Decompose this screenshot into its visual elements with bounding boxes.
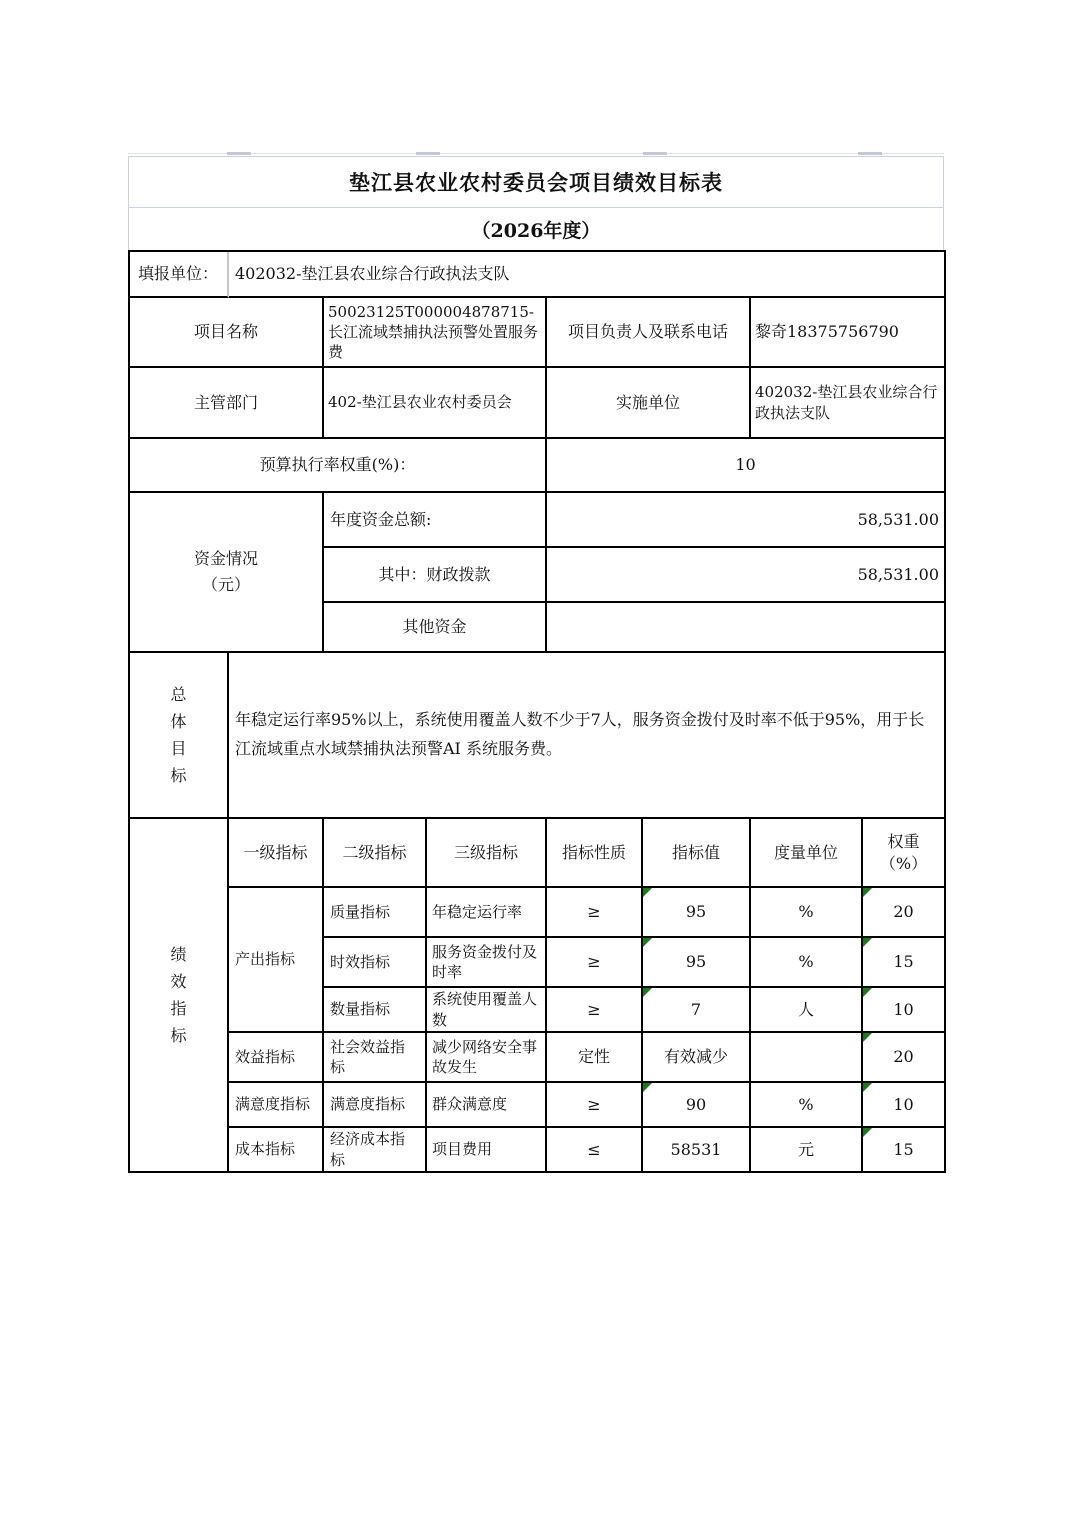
indicator-nature: 定性: [547, 1033, 643, 1083]
implementing-unit-label: 实施单位: [547, 368, 751, 439]
indicator-unit: 人: [751, 988, 863, 1033]
project-name-value: 50023125T000004878715-长江流域禁捕执法预警处置服务费: [324, 298, 547, 368]
indicator-value: 95: [643, 888, 751, 938]
target-table: [128, 250, 946, 1173]
project-leader-value: 黎奇18375756790: [751, 298, 946, 368]
indicator-weight: 20: [863, 888, 946, 938]
overall-goal-content: 年稳定运行率95%以上，系统使用覆盖人数不少于7人，服务资金拨付及时率不低于95%，用于长江流域重点水域禁捕执法预警AI 系统服务费。: [229, 653, 946, 819]
indicator-level3: 项目费用: [427, 1128, 547, 1173]
cell-corner-flag-icon: [643, 938, 652, 947]
cell-corner-flag-icon: [643, 988, 652, 997]
indicator-level2: 时效指标: [324, 938, 427, 988]
indicator-value: 58531: [643, 1128, 751, 1173]
header-weight: 权重（%）: [863, 819, 946, 888]
filing-unit-label: 填报单位：: [130, 252, 229, 298]
implementing-unit-value: 402032-垫江县农业综合行政执法支队: [751, 368, 946, 439]
indicator-nature: ≥: [547, 938, 643, 988]
page-top-tick: [227, 152, 251, 155]
cell-corner-flag-icon: [643, 888, 652, 897]
page-top-tick: [858, 152, 882, 155]
indicator-level3: 服务资金拨付及时率: [427, 938, 547, 988]
funding-label: [130, 493, 324, 653]
page-top-tick: [416, 152, 440, 155]
indicator-unit: %: [751, 1083, 863, 1128]
indicator-level2: 质量指标: [324, 888, 427, 938]
indicator-unit: %: [751, 888, 863, 938]
indicator-nature: ≥: [547, 888, 643, 938]
page-title: 垫江县农业农村委员会项目绩效目标表: [129, 157, 943, 208]
header-level1: 一级指标: [229, 819, 324, 888]
department-label: 主管部门: [130, 368, 324, 439]
indicator-nature: ≥: [547, 988, 643, 1033]
funding-fiscal-label: 其中：财政拨款: [324, 548, 547, 603]
funding-total-label: 年度资金总额:: [324, 493, 547, 548]
budget-weight-label: 预算执行率权重(%)：: [130, 439, 547, 493]
indicator-level3: 群众满意度: [427, 1083, 547, 1128]
indicator-nature: ≤: [547, 1128, 643, 1173]
header-unit: 度量单位: [751, 819, 863, 888]
cell-corner-flag-icon: [863, 888, 872, 897]
indicator-level3: 年稳定运行率: [427, 888, 547, 938]
page-subtitle: （2026年度）: [471, 219, 601, 242]
cell-corner-flag-icon: [863, 938, 872, 947]
title-block: [128, 156, 944, 251]
cell-corner-flag-icon: [643, 1083, 652, 1092]
funding-other-value: [547, 603, 946, 653]
cell-corner-flag-icon: [863, 1083, 872, 1092]
header-value: 指标值: [643, 819, 751, 888]
indicators-label: 绩效指标: [130, 819, 229, 1173]
budget-weight-value: 10: [547, 439, 946, 493]
indicator-level1: 成本指标: [229, 1128, 324, 1173]
project-leader-label: 项目负责人及联系电话: [547, 298, 751, 368]
indicator-level1: 效益指标: [229, 1033, 324, 1083]
funding-label-text: 资金情况 （元）: [193, 549, 258, 594]
cell-corner-flag-icon: [863, 988, 872, 997]
cell-corner-flag-icon: [863, 1128, 872, 1137]
cell-corner-flag-icon: [863, 1033, 872, 1042]
indicator-unit: [751, 1033, 863, 1083]
indicator-weight: 10: [863, 988, 946, 1033]
filing-unit-value: 402032-垫江县农业综合行政执法支队: [229, 252, 946, 298]
indicator-level2: 数量指标: [324, 988, 427, 1033]
indicator-weight: 15: [863, 1128, 946, 1173]
header-level2: 二级指标: [324, 819, 427, 888]
indicator-level1: 满意度指标: [229, 1083, 324, 1128]
indicator-value: 95: [643, 938, 751, 988]
indicator-value: 90: [643, 1083, 751, 1128]
indicator-unit: 元: [751, 1128, 863, 1173]
indicator-value: 有效减少: [643, 1033, 751, 1083]
indicator-level2: 满意度指标: [324, 1083, 427, 1128]
indicator-level2: 社会效益指标: [324, 1033, 427, 1083]
indicator-level1-output: 产出指标: [229, 888, 324, 1033]
indicator-nature: ≥: [547, 1083, 643, 1128]
overall-goal-label: 总体目标: [130, 653, 229, 819]
indicator-level3: 系统使用覆盖人数: [427, 988, 547, 1033]
indicator-value: 7: [643, 988, 751, 1033]
header-level3: 三级指标: [427, 819, 547, 888]
funding-other-label: 其他资金: [324, 603, 547, 653]
funding-fiscal-value: 58,531.00: [547, 548, 946, 603]
indicator-weight: 10: [863, 1083, 946, 1128]
indicator-unit: %: [751, 938, 863, 988]
project-name-label: 项目名称: [130, 298, 324, 368]
page-top-tick: [643, 152, 667, 155]
indicator-level2: 经济成本指标: [324, 1128, 427, 1173]
indicator-level3: 减少网络安全事故发生: [427, 1033, 547, 1083]
funding-total-value: 58,531.00: [547, 493, 946, 548]
indicator-weight: 20: [863, 1033, 946, 1083]
header-nature: 指标性质: [547, 819, 643, 888]
indicator-weight: 15: [863, 938, 946, 988]
department-value: 402-垫江县农业农村委员会: [324, 368, 547, 439]
